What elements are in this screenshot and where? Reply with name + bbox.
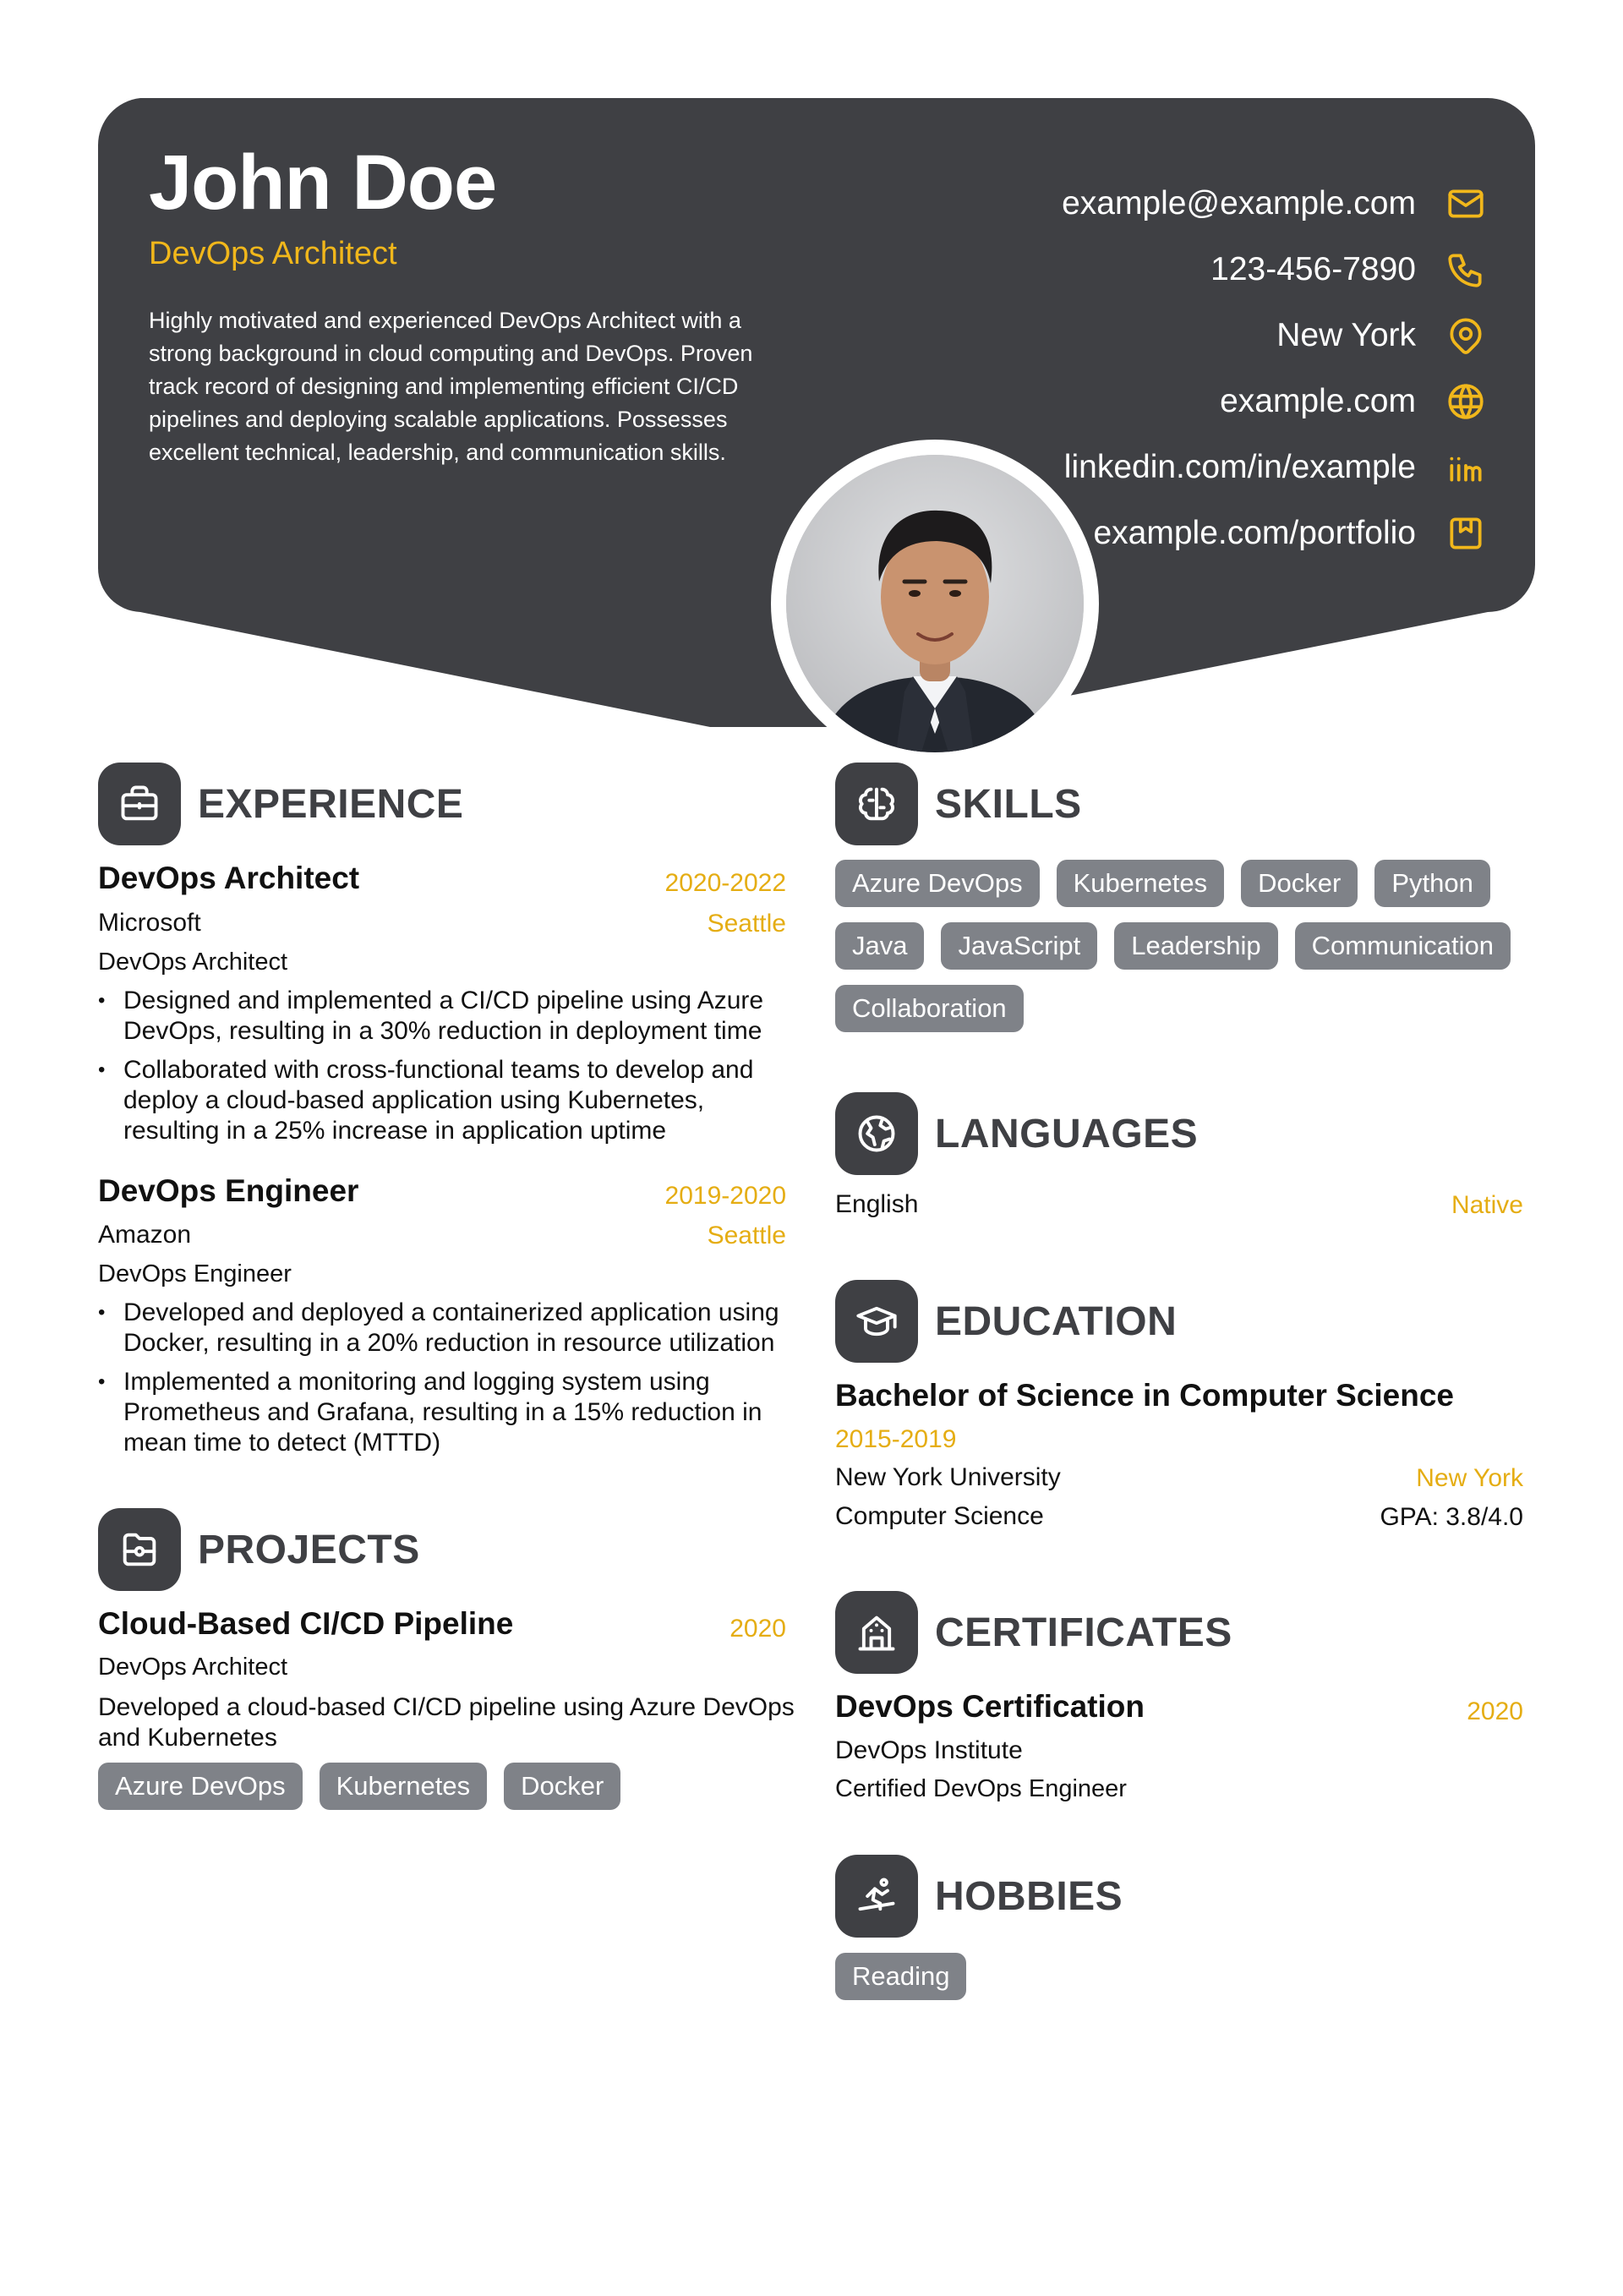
hobby-tag: Reading bbox=[835, 1953, 966, 2000]
skill-tag: Python bbox=[1374, 860, 1490, 907]
projects-section-header bbox=[98, 1508, 420, 1591]
briefcase-icon bbox=[98, 763, 181, 845]
contact-website-text: example.com bbox=[1220, 383, 1416, 419]
world-icon bbox=[835, 1092, 918, 1175]
certificates-section-header bbox=[835, 1591, 1232, 1674]
education-dates: 2015-2019 bbox=[835, 1425, 957, 1453]
experience-company: Microsoft bbox=[98, 909, 201, 937]
education-title: EDUCATION bbox=[935, 1298, 1178, 1344]
experience-section-header bbox=[98, 763, 463, 845]
project-name: Cloud-Based CI/CD Pipeline bbox=[98, 1606, 514, 1641]
project-tag: Kubernetes bbox=[320, 1763, 488, 1810]
experience-position: DevOps Engineer bbox=[98, 1173, 359, 1208]
experience-company: Amazon bbox=[98, 1221, 192, 1249]
experience-bullets bbox=[98, 986, 791, 1155]
mail-icon bbox=[1443, 181, 1489, 227]
contact-location-text: New York bbox=[1276, 317, 1416, 353]
contact-email-text: example@example.com bbox=[1062, 185, 1416, 221]
globe-icon bbox=[1443, 379, 1489, 424]
location-pin-icon bbox=[1443, 313, 1489, 358]
certificate-detail: Certified DevOps Engineer bbox=[835, 1775, 1127, 1802]
skill-tag: Kubernetes bbox=[1057, 860, 1225, 907]
contact-portfolio-text: example.com/portfolio bbox=[1093, 515, 1416, 551]
hobbies-title: HOBBIES bbox=[935, 1873, 1123, 1919]
education-field: Computer Science bbox=[835, 1502, 1044, 1530]
skill-tag: Communication bbox=[1295, 922, 1511, 970]
education-section-header bbox=[835, 1280, 1177, 1363]
linkedin-icon bbox=[1443, 445, 1489, 490]
experience-subtitle: DevOps Architect bbox=[98, 948, 288, 976]
languages-title: LANGUAGES bbox=[935, 1111, 1199, 1156]
folder-icon bbox=[98, 1508, 181, 1591]
skill-tag: Leadership bbox=[1114, 922, 1277, 970]
experience-dates: 2019-2020 bbox=[664, 1182, 786, 1210]
contact-phone-text: 123-456-7890 bbox=[1210, 251, 1416, 287]
contact-website[interactable] bbox=[1220, 376, 1489, 427]
graduation-cap-icon bbox=[835, 1280, 918, 1363]
candidate-name: John Doe bbox=[149, 139, 497, 226]
project-description: Developed a cloud-based CI/CD pipeline using Azure DevOps and Kubernetes bbox=[98, 1693, 795, 1752]
skill-tag: Java bbox=[835, 922, 924, 970]
education-school: New York University bbox=[835, 1463, 1061, 1491]
education-degree: Bachelor of Science in Computer Science bbox=[835, 1378, 1454, 1413]
contact-portfolio[interactable] bbox=[1093, 508, 1489, 559]
skills-tags bbox=[835, 860, 1537, 1032]
certificates-title: CERTIFICATES bbox=[935, 1610, 1232, 1655]
experience-subtitle: DevOps Engineer bbox=[98, 1260, 292, 1287]
experience-bullet: • Collaborated with cross-functional teams to develop and deploy a cloud-based application using Kubernetes, resulting in a 25% increase in application uptime bbox=[98, 1055, 791, 1146]
skiing-icon bbox=[835, 1855, 918, 1938]
experience-location: Seattle bbox=[707, 910, 786, 938]
candidate-role: DevOps Architect bbox=[149, 236, 397, 271]
contact-location bbox=[1276, 310, 1489, 361]
project-tag: Docker bbox=[504, 1763, 620, 1810]
certificate-year: 2020 bbox=[1467, 1697, 1523, 1725]
contact-email[interactable] bbox=[1062, 178, 1489, 229]
contact-linkedin-text: linkedin.com/in/example bbox=[1063, 449, 1416, 485]
bookmark-icon bbox=[1443, 511, 1489, 556]
experience-bullet: • Developed and deployed a containerized application using Docker, resulting in a 20% reduction in resource utilization bbox=[98, 1298, 800, 1358]
project-tag: Azure DevOps bbox=[98, 1763, 303, 1810]
profile-summary: Highly motivated and experienced DevOps Architect with a strong background in cloud computing and DevOps. Proven track record of designing and implementing efficient CI/CD pipelines and deploying scalable applications. Possesses excellent technical, leadership, and communication skills. bbox=[149, 308, 753, 465]
skill-tag: JavaScript bbox=[941, 922, 1097, 970]
phone-icon bbox=[1443, 247, 1489, 292]
skills-title: SKILLS bbox=[935, 781, 1082, 827]
skill-tag: Collaboration bbox=[835, 985, 1024, 1032]
certificate-issuer: DevOps Institute bbox=[835, 1736, 1023, 1764]
education-gpa: GPA: 3.8/4.0 bbox=[1380, 1503, 1523, 1531]
contact-linkedin[interactable] bbox=[1064, 442, 1489, 493]
education-location: New York bbox=[1416, 1464, 1523, 1492]
project-role: DevOps Architect bbox=[98, 1654, 288, 1681]
brain-icon bbox=[835, 763, 918, 845]
skill-tag: Azure DevOps bbox=[835, 860, 1040, 907]
portrait-illustration bbox=[786, 455, 1084, 752]
experience-dates: 2020-2022 bbox=[664, 869, 786, 897]
projects-title: PROJECTS bbox=[198, 1527, 420, 1572]
experience-bullet: • Designed and implemented a CI/CD pipeline using Azure DevOps, resulting in a 30% reduction in deployment time bbox=[98, 986, 791, 1047]
experience-bullets bbox=[98, 1298, 800, 1467]
contact-phone[interactable] bbox=[1210, 244, 1489, 295]
profile-photo bbox=[771, 440, 1099, 768]
building-icon bbox=[835, 1591, 918, 1674]
experience-location: Seattle bbox=[707, 1222, 786, 1249]
languages-section-header bbox=[835, 1092, 1198, 1175]
hobby-tags bbox=[835, 1953, 966, 2000]
experience-title: EXPERIENCE bbox=[198, 781, 464, 827]
skills-section-header bbox=[835, 763, 1082, 845]
certificate-name: DevOps Certification bbox=[835, 1689, 1145, 1724]
project-tags bbox=[98, 1763, 620, 1810]
language-level: Native bbox=[1451, 1191, 1523, 1219]
avatar bbox=[786, 455, 1084, 752]
experience-bullet: • Implemented a monitoring and logging system using Prometheus and Grafana, resulting in a 15% reduction in mean time to detect (MTTD) bbox=[98, 1367, 800, 1458]
project-year: 2020 bbox=[730, 1615, 786, 1643]
language-name: English bbox=[835, 1190, 919, 1218]
hobbies-section-header bbox=[835, 1855, 1123, 1938]
skill-tag: Docker bbox=[1241, 860, 1358, 907]
experience-position: DevOps Architect bbox=[98, 861, 360, 895]
